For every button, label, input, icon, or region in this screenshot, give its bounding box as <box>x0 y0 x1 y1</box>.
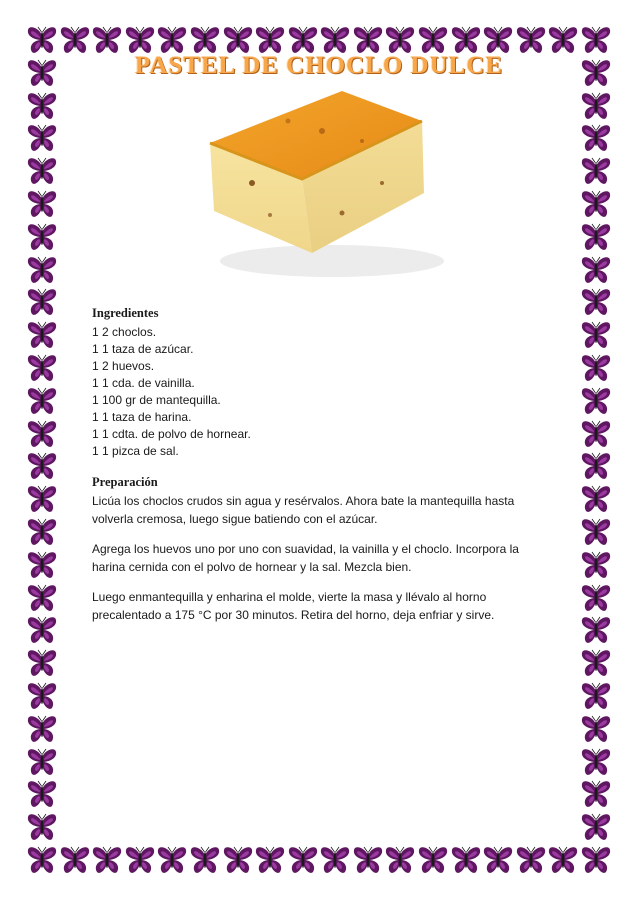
butterfly-icon <box>515 844 547 876</box>
butterfly-icon <box>580 713 612 745</box>
butterfly-icon <box>580 122 612 154</box>
cake-slice-photo <box>192 83 458 283</box>
butterfly-icon <box>189 844 221 876</box>
ingredient-item: 1 1 taza de azúcar. <box>92 342 194 356</box>
butterfly-icon <box>26 221 58 253</box>
ingredient-item: 1 2 choclos. <box>92 325 157 339</box>
butterfly-icon <box>26 286 58 318</box>
butterfly-icon <box>450 844 482 876</box>
butterfly-icon <box>26 483 58 515</box>
ingredient-item: 1 1 taza de harina. <box>92 410 192 424</box>
butterfly-icon <box>26 680 58 712</box>
preparation-heading: Preparación <box>92 475 158 489</box>
butterfly-icon <box>26 254 58 286</box>
butterfly-icon <box>26 188 58 220</box>
butterfly-icon <box>26 516 58 548</box>
butterfly-icon <box>26 647 58 679</box>
butterfly-icon <box>547 844 579 876</box>
butterfly-icon <box>580 647 612 679</box>
preparation-paragraph: Luego enmantequilla y enharina el molde, vierte la masa y llévalo al horno precalentado a 175 °C por 30 minutos. Retira del horno, deja enfriar y sirve. <box>92 590 495 622</box>
butterfly-icon <box>352 844 384 876</box>
ingredient-item: 1 1 cda. de vainilla. <box>92 376 195 390</box>
butterfly-icon <box>26 122 58 154</box>
ingredients-list <box>92 324 552 460</box>
butterfly-icon <box>580 254 612 286</box>
butterfly-icon <box>580 286 612 318</box>
butterfly-icon <box>580 778 612 810</box>
butterfly-icon <box>580 155 612 187</box>
butterfly-icon <box>26 418 58 450</box>
butterfly-icon <box>580 221 612 253</box>
butterfly-icon <box>580 549 612 581</box>
butterfly-icon <box>580 483 612 515</box>
butterfly-icon <box>580 188 612 220</box>
butterfly-icon <box>26 811 58 843</box>
butterfly-icon <box>580 614 612 646</box>
butterfly-icon <box>26 778 58 810</box>
butterfly-icon <box>580 516 612 548</box>
ingredient-item: 1 2 huevos. <box>92 359 155 373</box>
butterfly-icon <box>254 844 286 876</box>
butterfly-icon <box>384 844 416 876</box>
butterfly-icon <box>580 385 612 417</box>
butterfly-icon <box>580 844 612 876</box>
butterfly-icon <box>319 844 351 876</box>
butterfly-icon <box>482 844 514 876</box>
butterfly-icon <box>580 319 612 351</box>
butterfly-icon <box>26 713 58 745</box>
butterfly-icon <box>580 450 612 482</box>
butterfly-icon <box>580 811 612 843</box>
butterfly-icon <box>26 746 58 778</box>
butterfly-icon <box>580 582 612 614</box>
butterfly-icon <box>26 549 58 581</box>
butterfly-icon <box>580 418 612 450</box>
butterfly-icon <box>156 844 188 876</box>
ingredient-item: 1 1 cdta. de polvo de hornear. <box>92 427 251 441</box>
butterfly-icon <box>26 90 58 122</box>
butterfly-icon <box>580 746 612 778</box>
ingredient-item: 1 1 pizca de sal. <box>92 444 179 458</box>
ingredient-item: 1 100 gr de mantequilla. <box>92 393 221 407</box>
butterfly-icon <box>59 844 91 876</box>
butterfly-icon <box>287 844 319 876</box>
butterfly-icon <box>580 90 612 122</box>
preparation-paragraph: Agrega los huevos uno por uno con suavidad, la vainilla y el choclo. Incorpora la harina cernida con el polvo de hornear y la sal. Mezcla bien. <box>92 542 519 574</box>
butterfly-icon <box>222 844 254 876</box>
preparation-paragraph: Licúa los choclos crudos sin agua y resérvalos. Ahora bate la mantequilla hasta volverla cremosa, luego sigue batiendo con el azúcar. <box>92 494 515 526</box>
butterfly-icon <box>26 319 58 351</box>
butterfly-icon <box>26 352 58 384</box>
butterfly-icon <box>26 155 58 187</box>
butterfly-icon <box>26 450 58 482</box>
butterfly-icon <box>580 352 612 384</box>
butterfly-icon <box>124 844 156 876</box>
butterfly-icon <box>26 582 58 614</box>
ingredients-heading: Ingredientes <box>92 306 159 320</box>
butterfly-icon <box>26 385 58 417</box>
butterfly-icon <box>91 844 123 876</box>
butterfly-icon <box>26 614 58 646</box>
butterfly-icon <box>417 844 449 876</box>
butterfly-icon <box>26 844 58 876</box>
butterfly-icon <box>580 680 612 712</box>
page-title: PASTEL DE CHOCLO DULCE <box>134 52 504 79</box>
recipe-content <box>92 305 552 637</box>
